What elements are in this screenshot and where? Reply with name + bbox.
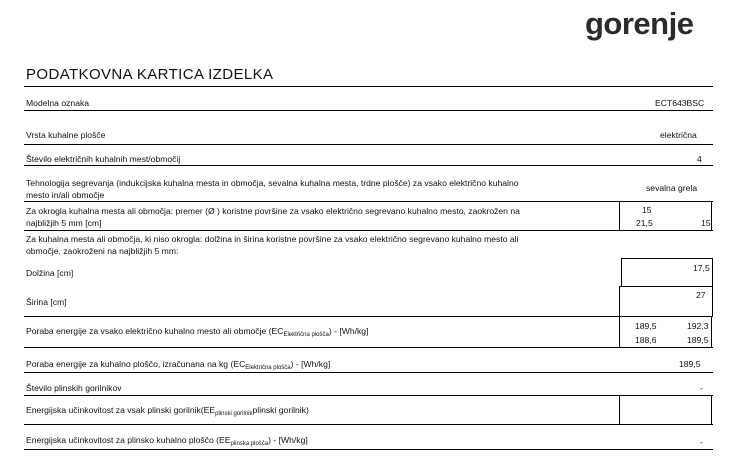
energy-hob-label: Poraba energije za kuhalno ploščo, izračunana na kg $(EC_{Električna plošča}) - [Wh/kg]$ <box>26 359 331 371</box>
zones-count-value: 4 <box>697 154 702 164</box>
cell-border <box>619 395 620 424</box>
non-round-text-1: Za kuhalna mesta ali območja, ki niso okrogla: dolžina in širina koristne površine za vsako električno segrevano kuhalno mesto ali <box>26 234 519 244</box>
length-label: Dolžina [cm] <box>26 268 74 278</box>
divider <box>24 316 713 317</box>
cell-border <box>711 395 712 424</box>
divider <box>24 424 713 425</box>
energy-per-zone-label: Poraba energije za vsako električno kuhalno mesto ali območje $(EC_{Električna plošča}) - [Wh/kg]$ <box>26 326 369 338</box>
model-label: Modelna oznaka <box>26 98 90 108</box>
heating-tech-value: sevalna grela <box>646 183 698 193</box>
gas-burners-label: Število plinskih gorilnikov <box>26 383 122 393</box>
energy-zone-value: 189,5 <box>635 321 657 331</box>
cell-border <box>619 201 620 230</box>
round-diameter-value: 15 <box>642 205 652 215</box>
divider <box>24 86 713 87</box>
divider <box>24 165 713 166</box>
gas-burners-value: - <box>700 383 703 393</box>
model-value: ECT643BSC <box>655 98 705 108</box>
page-title: PODATKOVNA KARTICA IZDELKA <box>26 66 274 83</box>
hob-type-value: električna <box>660 130 697 140</box>
hob-type-label: Vrsta kuhalne plošče <box>26 130 106 140</box>
divider <box>24 230 713 231</box>
divider <box>24 110 713 111</box>
energy-zone-value: 189,5 <box>687 335 709 345</box>
width-value: 27 <box>696 290 706 300</box>
divider <box>24 449 713 450</box>
length-value: 17,5 <box>693 263 710 273</box>
cell-border <box>711 316 712 347</box>
round-diameter-label-2: najbližjih 5 mm [cm] <box>26 218 102 228</box>
gas-efficiency-each-label: Energijska učinkovitost za vsak plinski $gorilnik(EE_{plinski gorilnik}plinski$ gorilnik) <box>26 405 309 417</box>
width-label: Širina [cm] <box>26 297 67 307</box>
cell-border <box>711 201 712 230</box>
heating-tech-label-1: Tehnologija segrevanja (indukcijska kuhalna mesta in območja, sevalna kuhalna mesta, trdne plošče) za vsako električno kuhalno <box>26 178 519 188</box>
divider <box>24 372 713 373</box>
energy-zone-value: 188,6 <box>635 335 657 345</box>
zones-count-label: Število električnih kuhalnih mest/območij <box>26 154 181 164</box>
energy-hob-value: 189,5 <box>679 359 701 369</box>
divider <box>24 144 713 145</box>
divider <box>24 395 713 396</box>
gorenje-logo: gorenje <box>585 6 694 41</box>
gas-efficiency-hob-label: Energijska učinkovitost za plinsko kuhalno ploščo $(EE_{plinska plošča}) - [Wh/kg]$ <box>26 435 308 447</box>
gas-efficiency-hob-value: - <box>700 437 703 447</box>
round-diameter-label-1: Za okrogla kuhalna mesta ali območja: premer (Ø ) koristne površine za vsako električno segrevano kuhalno mesto, zaokrožen na <box>26 206 520 216</box>
divider <box>24 347 713 348</box>
divider <box>24 201 713 202</box>
energy-zone-value: 192,3 <box>687 321 709 331</box>
non-round-text-2: območje, zaokroženi na najbližjih 5 mm: <box>26 246 179 256</box>
cell-border <box>619 316 620 347</box>
round-diameter-value: 15 <box>701 218 711 228</box>
round-diameter-value: 21,5 <box>636 218 653 228</box>
heating-tech-label-2: mesto in/ali območje <box>26 190 105 200</box>
